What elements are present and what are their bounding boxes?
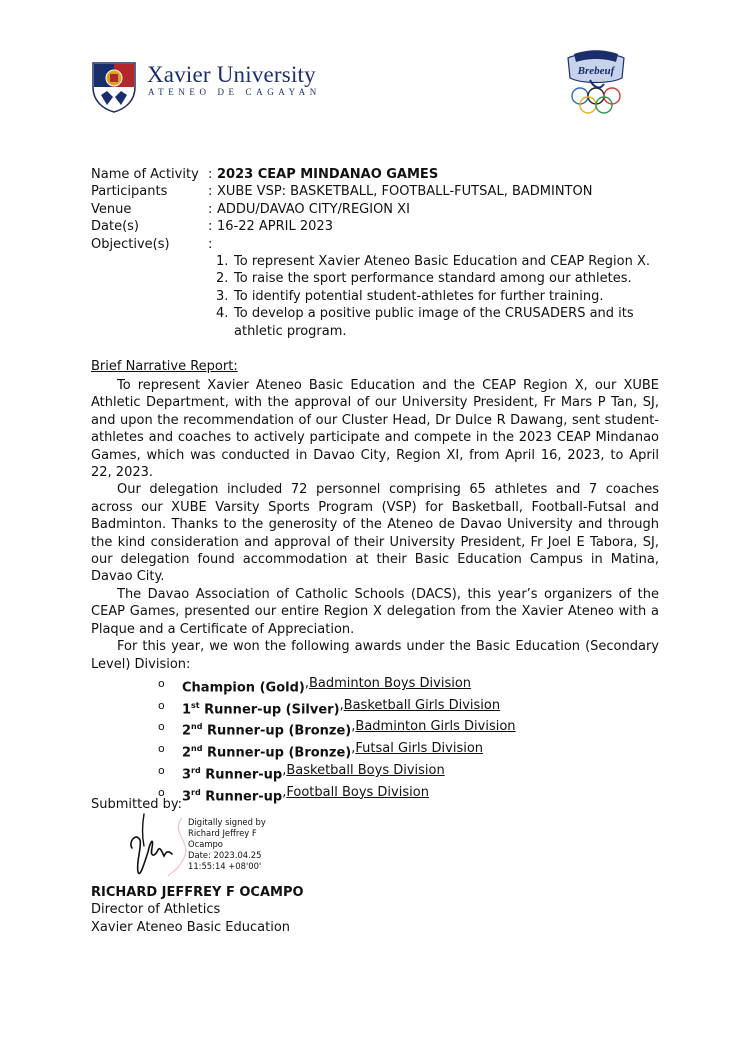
narrative-body (91, 377, 659, 673)
brebeuf-logo-text: Brebeuf (577, 65, 615, 77)
award-ordinal-suffix: rd (191, 787, 201, 797)
list-number: 1. (216, 254, 229, 269)
digital-line: Date: 2023.04.25 (188, 850, 262, 860)
list-number: 4. (216, 306, 229, 322)
digital-line: 11:55:14 +08'00' (188, 861, 262, 871)
award-ordinal-suffix: rd (191, 765, 201, 775)
info-label: Objective(s) (91, 236, 170, 252)
narrative-heading: Brief Narrative Report: (91, 359, 238, 374)
award-rank (182, 784, 282, 806)
award-ordinal: 1 (182, 702, 192, 718)
award-rank-text: Runner-up (200, 767, 283, 783)
award-ordinal: 2 (182, 723, 192, 739)
narrative-paragraph: Our delegation included 72 personnel comprising 65 athletes and 7 coaches across our XUBE Varsity Sports Program (VSP) for Basketball, Football-Futsal and Badminton. Thanks to the generosity of the Ateneo de Davao University and through the kind consideration and approval of their University President, Fr Joel E Tabora, SJ, our delegation found accommodation at their Basic Education Campus in Matina, Davao City. (91, 482, 659, 585)
info-row-activity (91, 166, 592, 183)
narrative-paragraph: For this year, we won the following awards under the Basic Education (Secondary Level) Division: (91, 639, 659, 672)
bullet-circle-icon: o (158, 785, 165, 799)
university-crest-icon (91, 61, 137, 113)
award-ordinal-suffix: st (191, 700, 200, 710)
award-ordinal: 2 (182, 745, 192, 761)
award-division: Basketball Boys Division (286, 762, 445, 778)
award-rank-text: Runner-up (Bronze) (202, 723, 352, 739)
info-colon: : (208, 201, 213, 217)
award-rank (182, 697, 340, 719)
award-item (158, 762, 516, 784)
list-text: To raise the sport performance standard among our athletes. (234, 271, 632, 287)
award-separator: , (282, 762, 287, 778)
list-text: To identify potential student-athletes for further training. (234, 288, 604, 304)
award-rank-text: Runner-up (Bronze) (202, 745, 352, 761)
list-text: To develop a positive public image of the CRUSADERS and its athletic program. (234, 306, 634, 339)
submitted-by-label: Submitted by: (91, 797, 182, 812)
list-number: 3. (216, 288, 229, 304)
bullet-circle-icon: o (158, 698, 165, 712)
award-rank (182, 762, 282, 784)
award-separator: , (351, 741, 356, 757)
award-rank (182, 675, 305, 697)
bullet-circle-icon: o (158, 720, 165, 734)
bullet-circle-icon: o (158, 763, 165, 777)
signer-block (91, 884, 304, 936)
handwritten-signature (118, 812, 198, 882)
digital-line: Richard Jeffrey F (188, 828, 257, 838)
award-separator: , (351, 719, 356, 735)
awards-list (158, 675, 516, 805)
award-ordinal-suffix: nd (191, 744, 203, 754)
info-row-venue (91, 201, 592, 218)
info-value-activity: 2023 CEAP MINDANAO GAMES (217, 167, 439, 182)
award-rank (182, 718, 351, 740)
university-subtitle: ATENEO DE CAGAYAN (148, 87, 321, 97)
info-row-dates (91, 218, 592, 235)
info-colon: : (208, 236, 213, 252)
info-colon: : (208, 184, 213, 200)
list-text: To represent Xavier Ateneo Basic Education and CEAP Region X. (234, 254, 650, 269)
info-label: Name of Activity (91, 167, 199, 182)
list-item (216, 288, 666, 305)
info-row-participants (91, 183, 592, 200)
info-label: Date(s) (91, 219, 139, 235)
signer-name: RICHARD JEFFREY F OCAMPO (91, 885, 304, 900)
brebeuf-logo (560, 50, 632, 120)
award-item (158, 675, 516, 697)
award-separator: , (282, 784, 287, 800)
list-number: 2. (216, 271, 229, 287)
info-value-dates: 16-22 APRIL 2023 (217, 219, 333, 235)
info-value-venue: ADDU/DAVAO CITY/REGION XI (217, 201, 410, 217)
award-ordinal: 3 (182, 767, 192, 783)
award-division: Badminton Girls Division (355, 719, 516, 735)
digital-signature-stamp (188, 817, 266, 872)
activity-info (91, 166, 592, 253)
info-label: Participants (91, 184, 168, 200)
university-name: Xavier University (147, 62, 316, 87)
signer-title: Director of Athletics (91, 902, 221, 918)
award-rank-text: Runner-up (Silver) (199, 702, 340, 718)
narrative-paragraph: To represent Xavier Ateneo Basic Education and the CEAP Region X, our XUBE Athletic Department, with the approval of our University President, Fr Mars P Tan, SJ, and upon the recommendation of our Cluster Head, Dr Dulce R Dawang, sent student-athletes and coaches to actively participate and compete in the 2023 CEAP Mindanao Games, which was conducted in Davao City, Region XI, from April 16, 2023, to April 22, 2023. (91, 378, 659, 481)
objectives-list (216, 253, 666, 340)
info-colon: : (208, 219, 213, 235)
info-value-participants: XUBE VSP: BASKETBALL, FOOTBALL-FUTSAL, BADMINTON (217, 184, 593, 200)
award-ordinal: 3 (182, 789, 192, 804)
award-rank-text: Champion (Gold) (182, 680, 305, 696)
digital-line: Digitally signed by (188, 817, 266, 827)
bullet-circle-icon: o (158, 677, 165, 690)
narrative-paragraph: The Davao Association of Catholic Schools (DACS), this year’s organizers of the CEAP Games, presented our entire Region X delegation from the Xavier Ateneo with a Plaque and a Certificate of Appreciation. (91, 586, 659, 637)
list-item (216, 270, 666, 287)
award-rank (182, 740, 351, 762)
signer-organization: Xavier Ateneo Basic Education (91, 919, 291, 935)
award-division: Football Boys Division (286, 784, 429, 800)
award-item (158, 718, 516, 740)
award-division: Basketball Girls Division (343, 697, 501, 713)
award-rank-text: Runner-up (200, 789, 283, 804)
info-row-objectives (91, 236, 592, 253)
info-colon: : (208, 167, 213, 182)
list-item (216, 305, 666, 340)
award-ordinal-suffix: nd (191, 722, 203, 732)
award-item (158, 697, 516, 719)
award-division: Futsal Girls Division (355, 741, 484, 757)
award-item (158, 784, 516, 806)
list-item (216, 253, 666, 270)
award-separator: , (304, 676, 309, 691)
digital-line: Ocampo (188, 839, 223, 849)
award-item (158, 740, 516, 762)
award-division: Badminton Boys Division (308, 676, 472, 691)
info-label: Venue (91, 201, 132, 217)
award-separator: , (339, 697, 344, 713)
bullet-circle-icon: o (158, 742, 165, 756)
